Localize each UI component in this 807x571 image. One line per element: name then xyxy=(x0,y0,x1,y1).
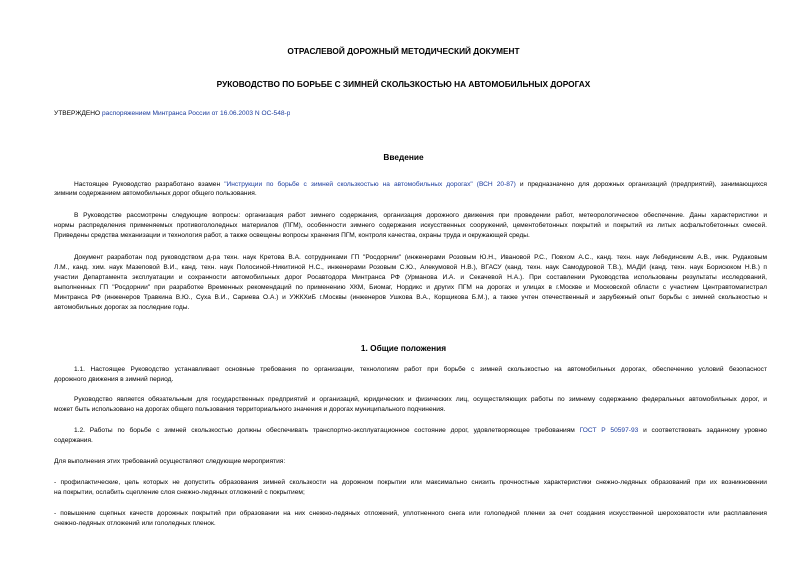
section1-p2-line1: Руководство является обязательным для государственных предприятий и организаций, юридических и физических лиц, осуществляющих работы по зимнему содержанию федеральных автомобильных дорог, и xyxy=(74,396,767,403)
vsn-20-87-link[interactable]: "Инструкции по борьбе с зимней скользкостью на автомобильных дорогах" (ВСН 20-87) xyxy=(224,181,516,188)
approval-link[interactable]: распоряжением Минтранса России от 16.06.2003 N ОС-548-р xyxy=(102,110,291,117)
section1-p3-text-tail: и соответствовать заданному уровню xyxy=(638,427,767,434)
intro-p3-line4: выполненных ГП "Росдорнии" при разработке Временных рекомендаций по применению ХКМ, Биомаг, Нордикс и других ПГМ на дорогах и улицах в г.Москве и Московской области с участием Центравтомагистрал xyxy=(54,284,767,291)
section1-p2-line2: может быть использовано на дорогах общего пользования территориального значения и дорогах муниципального подчинения. xyxy=(54,406,446,413)
intro-p3-line2: Л.М., канд. хим. наук Мазеповой В.И., канд. техн. наук Полосиной-Никитиной Н.С., инженерами Розовым С.Ю., Алекумовой Н.В.), ВГАСУ (канд. техн. наук Самодуровой Т.В.), МАДИ (канд. техн. наук Борисюком Н.В.) п xyxy=(54,264,767,271)
section1-heading: 1. Общие положения xyxy=(360,343,447,353)
intro-p2-line1: В Руководстве рассмотрены следующие вопросы: организация работ зимнего содержания, организация дорожного движения при проведении работ, метеорологическое обеспечение. Даны характеристики и xyxy=(74,212,767,219)
approval-prefix: УТВЕРЖДЕНО xyxy=(54,110,103,117)
section1-p4: Для выполнения этих требований осуществляют следующие мероприятия: xyxy=(54,458,286,465)
section1-p1-line2: дорожного движения в зимний период. xyxy=(54,376,174,383)
intro-p3-line1: Документ разработан под руководством д-ра техн. наук Кретова В.А. сотрудниками ГП "Росдорнии" (инженерами Розовым Ю.Н., Ивановой Р.С., Повхом А.С., канд. техн. наук Лебединским А.В., инж. Рудаковым xyxy=(74,254,767,261)
intro-p2-line2: нормы распределения применяемых противогололедных материалов (ПГМ), особенности зимнего содержания искусственных сооружений, цементобетонных покрытий и покрытий из литых асфальтобетонных смесей. xyxy=(54,222,767,229)
section1-p3-line1 xyxy=(74,426,767,435)
intro-p1-text-tail: и предназначено для дорожных организаций (предприятий), занимающихся xyxy=(515,181,767,188)
section1-p5-line1: - профилактические, цель которых не допустить образования зимней скользкости на дорожном покрытии или максимально снизить прочностные характеристики снежно-ледяных образований при их возникновении xyxy=(54,479,767,486)
document-title: РУКОВОДСТВО ПО БОРЬБЕ С ЗИМНЕЙ СКОЛЬЗКОСТЬЮ НА АВТОМОБИЛЬНЫХ ДОРОГАХ xyxy=(216,79,591,89)
intro-p1-line1 xyxy=(74,180,767,189)
section1-p1-line1: 1.1. Настоящее Руководство устанавливает основные требования по организации, технологиям работ при борьбе с зимней скользкостью на автомобильных дорогах, обеспечению условий безопасност xyxy=(74,366,767,373)
section1-p6-line1: - повышение сцепных качеств дорожных покрытий при образовании на них снежно-ледяных отложений, уплотненного снега или гололедной пленки за счет создания искусственной шероховатости или расплавления xyxy=(54,510,767,517)
intro-p3-line6: автомобильных дорогах за последние годы. xyxy=(54,304,190,311)
gost-50597-93-link[interactable]: ГОСТ Р 50597-93 xyxy=(579,427,639,434)
document-type-heading: ОТРАСЛЕВОЙ ДОРОЖНЫЙ МЕТОДИЧЕСКИЙ ДОКУМЕНТ xyxy=(287,46,520,56)
approval-line xyxy=(54,109,290,118)
intro-heading: Введение xyxy=(383,152,424,162)
intro-p3-line5: Минтранса РФ (инженеров Травкина В.Ю., Суха В.И., Сариева О.А.) и УЖКХиБ г.Москвы (инженеров Ушкова В.А., Корщикова Б.М.), а также учтен отечественный и зарубежный опыт борьбы с зимней скользкостью н xyxy=(54,294,767,301)
section1-p3-text: 1.2. Работы по борьбе с зимней скользкостью должны обеспечивать транспортно-эксплуатационное состояние дорог, удовлетворяющее требованиям xyxy=(74,427,580,434)
section1-p6-line2: снежно-ледяных отложений или гололедных пленок. xyxy=(54,520,216,527)
intro-p1-text: Настоящее Руководство разработано взамен xyxy=(74,181,225,188)
section1-p5-line2: на покрытии, ослабить сцепление слоя снежно-ледяных отложений с покрытием; xyxy=(54,489,305,496)
section1-p3-line2: содержания. xyxy=(54,437,93,444)
intro-p1-line2: зимним содержанием автомобильных дорог общего пользования. xyxy=(54,190,257,197)
intro-p3-line3: участии Департамента эксплуатации и сохранности автомобильных дорог Росавтодора Минтранса РФ (Урманова И.А. и Секачевой Н.А.). При составлении Руководства использованы результаты исследований, xyxy=(54,274,767,281)
intro-p2-line3: Приведены средства механизации и технология работ, а также освещены вопросы хранения ПГМ, контроля качества, охраны труда и окружающей среды. xyxy=(54,232,530,239)
